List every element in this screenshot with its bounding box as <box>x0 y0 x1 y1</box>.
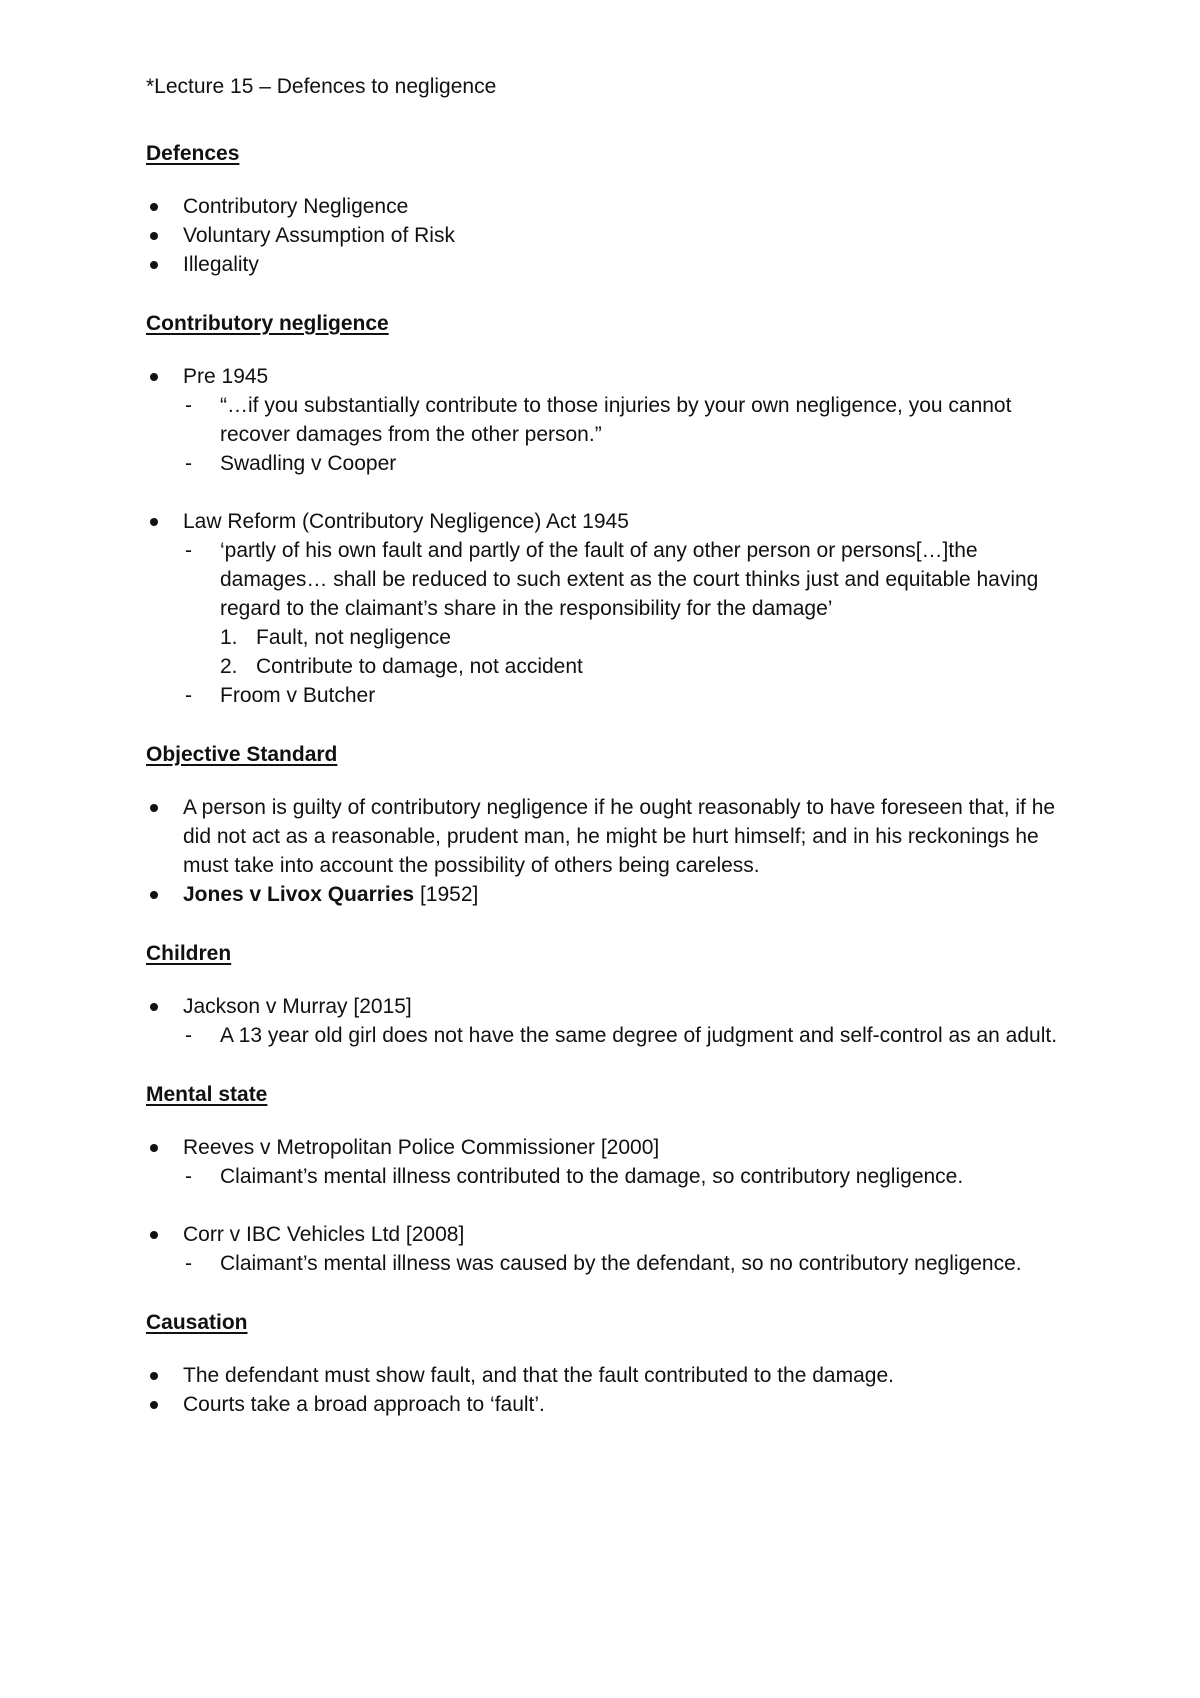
list-item: A person is guilty of contributory negligence if he ought reasonably to have foreseen that, if he did not act as a reasonable, prudent man, he might be hurt himself; and in his reckonings he must take into account the possibility of others being careless. <box>146 793 1066 880</box>
numbered-item <box>220 652 1066 681</box>
list-item: Voluntary Assumption of Risk <box>146 221 1066 250</box>
list-item: Illegality <box>146 250 1066 279</box>
item-text: Fault, not negligence <box>256 626 451 649</box>
heading-contributory-negligence: Contributory negligence <box>146 312 389 335</box>
list-item: The defendant must show fault, and that the fault contributed to the damage. <box>146 1361 1066 1390</box>
children-list <box>146 992 1066 1050</box>
sub-item: - A 13 year old girl does not have the same degree of judgment and self-control as an adult. <box>183 1021 1066 1050</box>
heading-children: Children <box>146 942 232 965</box>
case-year: [1952] <box>414 883 479 906</box>
item-number: 2. <box>220 655 238 678</box>
numbered-list <box>220 623 1066 681</box>
sub-list <box>183 1021 1066 1050</box>
mental-state-list <box>146 1133 1066 1278</box>
list-item-label: Corr v IBC Vehicles Ltd [2008] <box>183 1223 465 1246</box>
list-item-label: Jackson v Murray [2015] <box>183 995 412 1018</box>
sub-list <box>183 1162 1066 1191</box>
list-item-act-1945 <box>146 507 1066 710</box>
sub-item: - Claimant’s mental illness was caused by the defendant, so no contributory negligence. <box>183 1249 1066 1278</box>
quote-text: ‘partly of his own fault and partly of the fault of any other person or persons[…]the damages… shall be reduced to such extent as the court thinks just and equitable having regard to the claimant’s share in the responsibility for the damage’ <box>220 539 1039 620</box>
sub-item-quote <box>183 536 1066 681</box>
causation-list <box>146 1361 1066 1419</box>
numbered-item <box>220 623 1066 652</box>
sub-item-quote: - “…if you substantially contribute to those injuries by your own negligence, you cannot recover damages from the other person.” <box>183 391 1066 449</box>
heading-causation: Causation <box>146 1311 248 1334</box>
list-item: Contributory Negligence <box>146 192 1066 221</box>
item-number: 1. <box>220 626 238 649</box>
list-item-reeves <box>146 1133 1066 1191</box>
heading-defences: Defences <box>146 142 240 165</box>
sub-list <box>183 536 1066 710</box>
list-item <box>146 992 1066 1050</box>
list-item-label: Reeves v Metropolitan Police Commissioner [2000] <box>183 1136 660 1159</box>
document-title: *Lecture 15 – Defences to negligence <box>146 75 497 98</box>
list-item-label: Law Reform (Contributory Negligence) Act 1945 <box>183 510 629 533</box>
defences-list <box>146 192 1066 279</box>
sub-list <box>183 391 1066 478</box>
objective-list <box>146 793 1066 909</box>
sub-item-case: - Swadling v Cooper <box>183 449 1066 478</box>
heading-objective-standard: Objective Standard <box>146 743 338 766</box>
sub-item-case: - Froom v Butcher <box>183 681 1066 710</box>
contributory-list <box>146 362 1066 710</box>
heading-mental-state: Mental state <box>146 1083 268 1106</box>
list-item-pre-1945 <box>146 362 1066 478</box>
list-item: Courts take a broad approach to ‘fault’. <box>146 1390 1066 1419</box>
list-item-label: Pre 1945 <box>183 365 269 388</box>
sub-list <box>183 1249 1066 1278</box>
list-item-case <box>146 880 1066 909</box>
list-item-corr <box>146 1220 1066 1278</box>
document-page <box>146 72 1066 1449</box>
case-name: Jones v Livox Quarries <box>183 883 415 906</box>
sub-item: - Claimant’s mental illness contributed to the damage, so contributory negligence. <box>183 1162 1066 1191</box>
item-text: Contribute to damage, not accident <box>256 655 583 678</box>
